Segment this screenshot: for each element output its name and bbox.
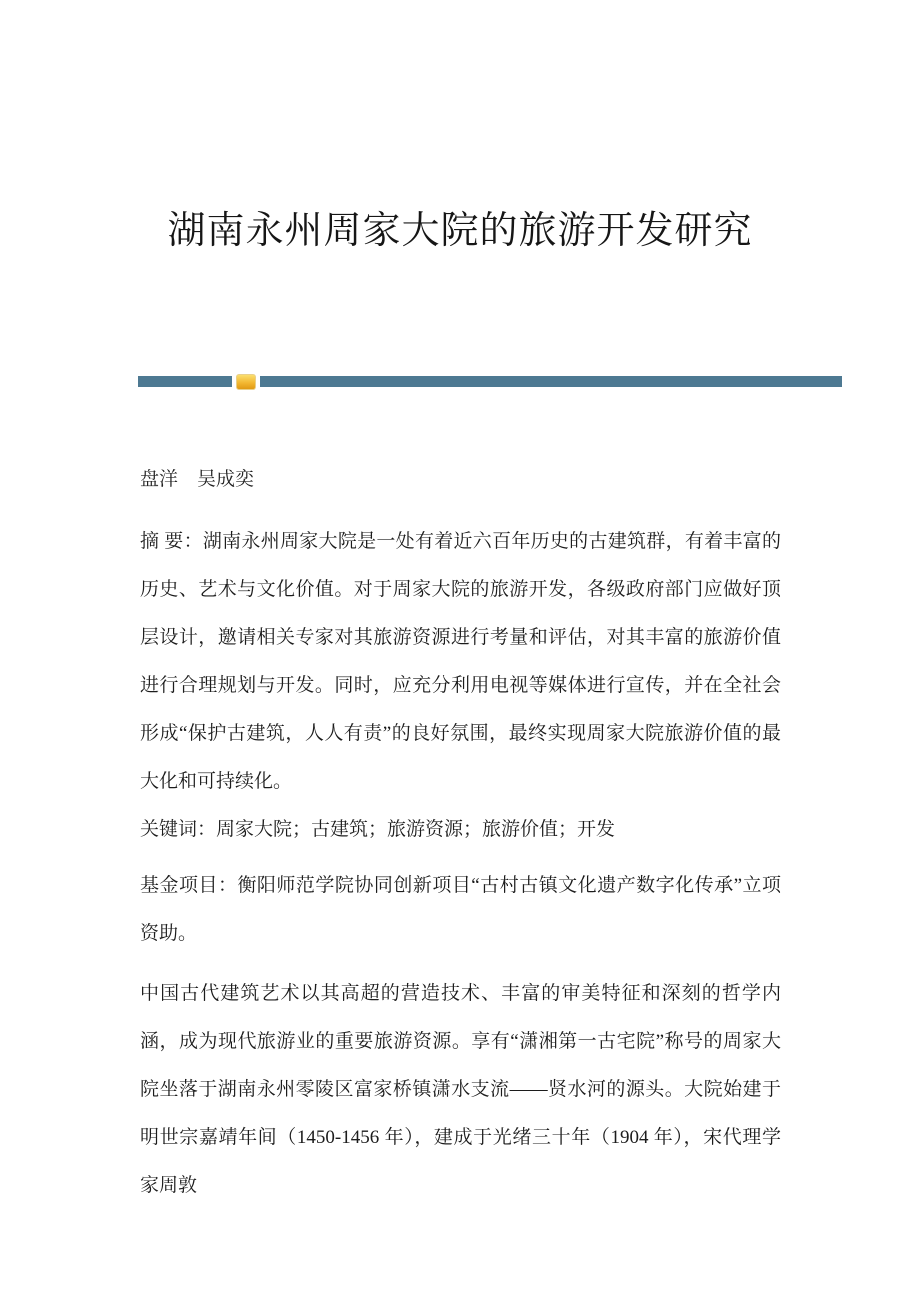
divider-bar-right [260, 376, 842, 387]
authors-line: 盘洋 吴成奕 [140, 469, 255, 490]
keywords-line: 关键词：周家大院；古建筑；旅游资源；旅游价值；开发 [140, 819, 616, 840]
page-title: 湖南永州周家大院的旅游开发研究 [167, 210, 753, 252]
decorative-divider [138, 373, 842, 390]
body-paragraph: 中国古代建筑艺术以其高超的营造技术、丰富的审美特征和深刻的哲学内涵，成为现代旅游业的重要旅游资源。享有“潇湘第一古宅院”称号的周家大院坐落于湖南永州零陵区富家桥镇潇水支流——贤水河的源头。大院始建于明世宗嘉靖年间（1450-1456 年），建成于光绪三十年（1904 年），宋代理学家周敦 [140, 983, 781, 1196]
divider-bar-left [138, 376, 232, 387]
divider-gold-badge-icon [236, 374, 256, 390]
funding-paragraph: 基金项目：衡阳师范学院协同创新项目“古村古镇文化遗产数字化传承”立项资助。 [140, 875, 781, 944]
abstract-paragraph: 摘 要：湖南永州周家大院是一处有着近六百年历史的古建筑群，有着丰富的历史、艺术与文化价值。对于周家大院的旅游开发，各级政府部门应做好顶层设计，邀请相关专家对其旅游资源进行考量和评估，对其丰富的旅游价值进行合理规划与开发。同时，应充分利用电视等媒体进行宣传，并在全社会形成“保护古建筑，人人有责”的良好氛围，最终实现周家大院旅游价值的最大化和可持续化。 [140, 531, 781, 792]
